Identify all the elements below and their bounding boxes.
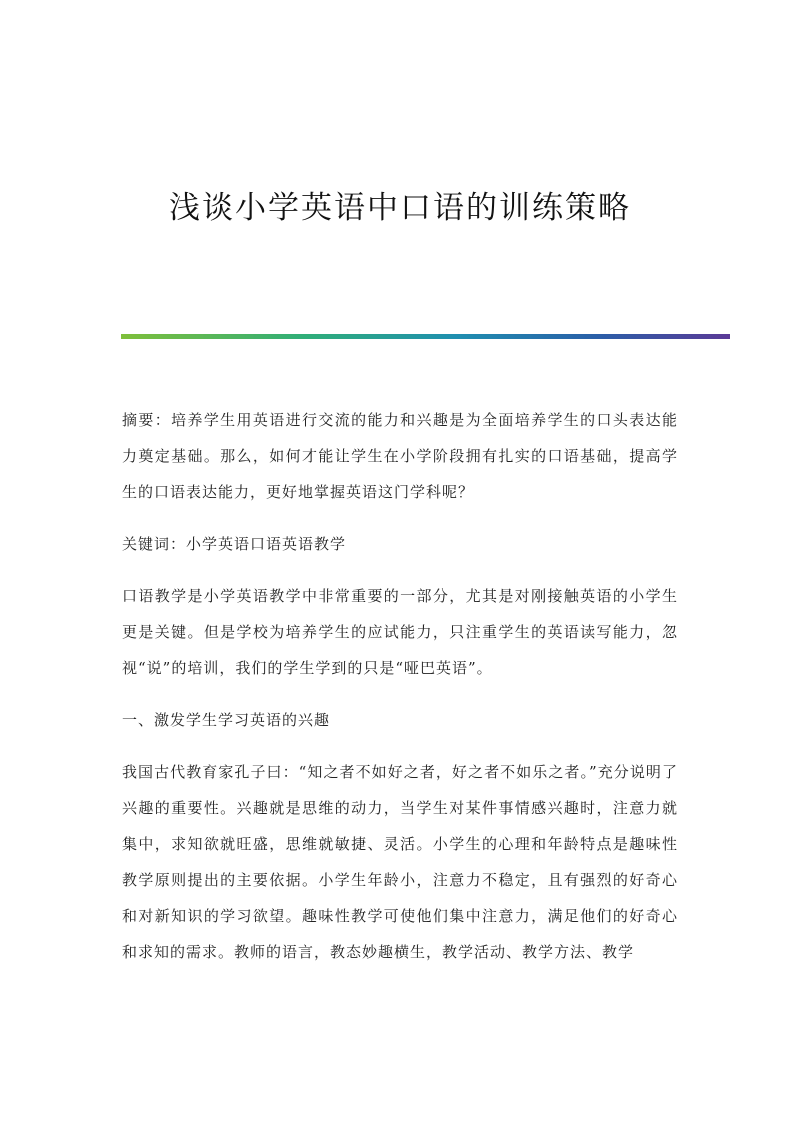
- keywords-paragraph: 关键词：小学英语口语英语教学: [122, 535, 347, 553]
- section-paragraph: 我国古代教育家孔子曰：“知之者不如好之者，好之者不如乐之者。”充分说明了兴趣的重要性。兴趣就是思维的动力，当学生对某件事情感兴趣时，注意力就集中，求知欲就旺盛，思维就敏捷、灵活。小学生的心理和年龄特点是趣味性教学原则提出的主要依据。小学生年龄小，注意力不稳定，且有强烈的好奇心和对新知识的学习欲望。趣味性教学可使他们集中注意力，满足他们的好奇心和求知的需求。教师的语言，教态妙趣横生，教学活动、教学方法、教学: [122, 763, 678, 961]
- section-heading: 一、激发学生学习英语的兴趣: [122, 711, 331, 729]
- abstract-paragraph: 摘要：培养学生用英语进行交流的能力和兴趣是为全面培养学生的口头表达能力奠定基础。那么，如何才能让学生在小学阶段拥有扎实的口语基础，提高学生的口语表达能力，更好地掌握英语这门学科呢？: [122, 411, 678, 501]
- intro-paragraph: 口语教学是小学英语教学中非常重要的一部分，尤其是对刚接触英语的小学生更是关键。但是学校为培养学生的应试能力，只注重学生的英语读写能力，忽视“说”的培训，我们的学生学到的只是“哑巴英语”。: [122, 587, 678, 677]
- document-body: [122, 402, 678, 986]
- document-title: 浅谈小学英语中口语的训练策略: [169, 190, 631, 226]
- title-divider: [121, 334, 730, 339]
